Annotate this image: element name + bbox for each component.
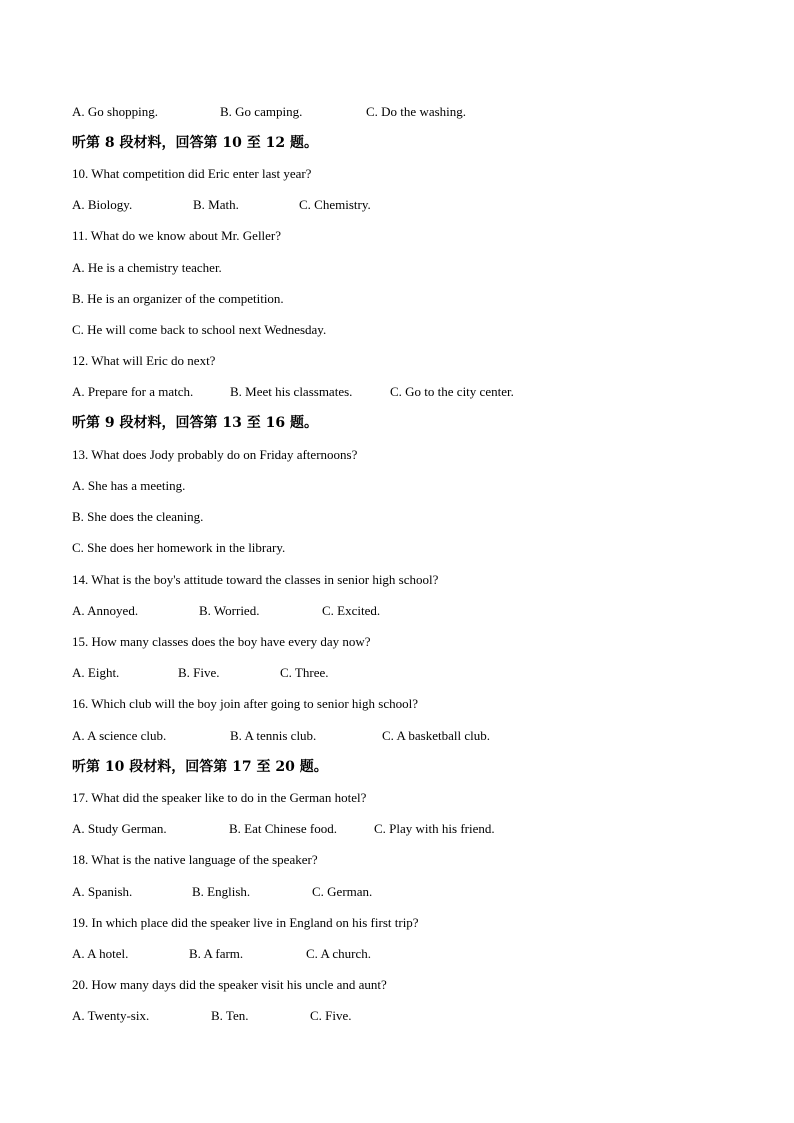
section-8-heading: 听第 8 段材料，回答第 10 至 12 题。 (72, 135, 318, 151)
q20-option-c: C. Five. (310, 1008, 352, 1023)
q14-option-b: B. Worried. (199, 603, 260, 618)
q16-question: 16. Which club will the boy join after going to senior high school? (72, 696, 419, 711)
q17-option-b: B. Eat Chinese food. (229, 821, 337, 836)
q12-options (72, 384, 514, 400)
q15-option-a: A. Eight. (72, 665, 120, 680)
q9-option-b: B. Go camping. (220, 104, 303, 119)
q19-options (72, 946, 371, 962)
q9-option-c: C. Do the washing. (366, 104, 467, 119)
q10-option-b: B. Math. (193, 197, 239, 212)
q19-question: 19. In which place did the speaker live in England on his first trip? (72, 915, 419, 930)
q18-option-a: A. Spanish. (72, 884, 133, 899)
q9-options (72, 104, 467, 120)
q10-option-a: A. Biology. (72, 197, 133, 212)
q14-option-c: C. Excited. (322, 603, 381, 618)
q17-options (72, 821, 495, 837)
q10-option-c: C. Chemistry. (299, 197, 371, 212)
q14-question: 14. What is the boy's attitude toward the classes in senior high school? (72, 572, 439, 587)
section-10-heading: 听第 10 段材料，回答第 17 至 20 题。 (72, 759, 328, 775)
q17-option-c: C. Play with his friend. (374, 821, 495, 836)
q13-option-b: B. She does the cleaning. (72, 509, 204, 524)
q14-option-a: A. Annoyed. (72, 603, 139, 618)
q13-question: 13. What does Jody probably do on Friday afternoons? (72, 447, 358, 462)
q15-option-b: B. Five. (178, 665, 220, 680)
q10-options (72, 197, 371, 213)
q20-options (72, 1008, 352, 1024)
q9-option-a: A. Go shopping. (72, 104, 158, 119)
q20-option-a: A. Twenty-six. (72, 1008, 150, 1023)
q12-option-a: A. Prepare for a match. (72, 384, 194, 399)
q12-option-b: B. Meet his classmates. (230, 384, 353, 399)
q11-question: 11. What do we know about Mr. Geller? (72, 228, 282, 243)
section-9-heading: 听第 9 段材料，回答第 13 至 16 题。 (72, 415, 318, 431)
q20-option-b: B. Ten. (211, 1008, 249, 1023)
q19-option-b: B. A farm. (189, 946, 244, 961)
q11-option-a: A. He is a chemistry teacher. (72, 260, 222, 275)
q19-option-a: A. A hotel. (72, 946, 129, 961)
q16-option-c: C. A basketball club. (382, 728, 490, 743)
q16-option-b: B. A tennis club. (230, 728, 317, 743)
q14-options (72, 603, 381, 619)
q16-options (72, 728, 490, 744)
q17-option-a: A. Study German. (72, 821, 167, 836)
q12-option-c: C. Go to the city center. (390, 384, 514, 399)
q11-option-b: B. He is an organizer of the competition. (72, 291, 284, 306)
q20-question: 20. How many days did the speaker visit his uncle and aunt? (72, 977, 387, 992)
q18-question: 18. What is the native language of the speaker? (72, 852, 318, 867)
q13-option-a: A. She has a meeting. (72, 478, 186, 493)
q17-question: 17. What did the speaker like to do in the German hotel? (72, 790, 367, 805)
q18-option-b: B. English. (192, 884, 251, 899)
q15-question: 15. How many classes does the boy have every day now? (72, 634, 371, 649)
q16-option-a: A. A science club. (72, 728, 167, 743)
q11-option-c: C. He will come back to school next Wednesday. (72, 322, 327, 337)
q12-question: 12. What will Eric do next? (72, 353, 216, 368)
q13-option-c: C. She does her homework in the library. (72, 540, 286, 555)
q18-option-c: C. German. (312, 884, 373, 899)
q19-option-c: C. A church. (306, 946, 371, 961)
q15-options (72, 665, 329, 681)
q10-question: 10. What competition did Eric enter last year? (72, 166, 312, 181)
q15-option-c: C. Three. (280, 665, 329, 680)
q18-options (72, 884, 373, 900)
